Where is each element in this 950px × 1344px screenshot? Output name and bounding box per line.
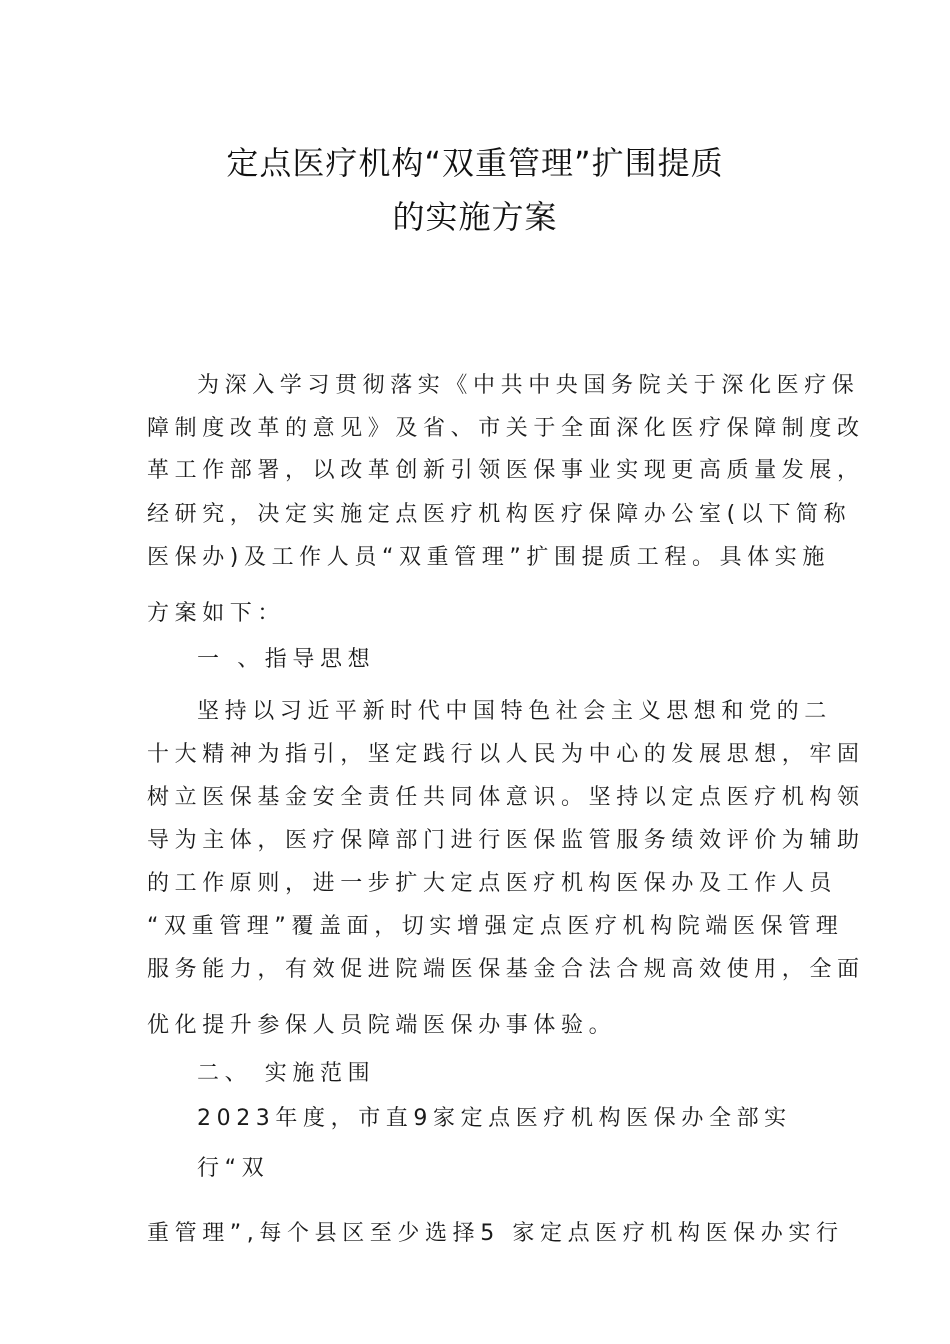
body-line-9: 十大精神为指引，坚定践行以人民为中心的发展思想，牢固 xyxy=(147,742,865,767)
document-title-line-2: 的实施方案 xyxy=(392,198,558,236)
body-line-18: 行“双 xyxy=(197,1156,270,1181)
body-line-2: 障制度改革的意见》及省、市关于全面深化医疗保障制度改 xyxy=(147,416,865,441)
body-line-12: 的工作原则，进一步扩大定点医疗机构医保办及工作人员 xyxy=(147,871,838,896)
body-line-5: 医保办)及工作人员“双重管理”扩围提质工程。具体实施 xyxy=(147,545,830,570)
body-line-14: 服务能力，有效促进院端医保基金合法合规高效使用，全面 xyxy=(147,957,865,982)
body-line-11: 导为主体，医疗保障部门进行医保监管服务绩效评价为辅助 xyxy=(147,828,865,853)
body-line-19: 重管理”,每个县区至少选择5 家定点医疗机构医保办实行 xyxy=(147,1221,844,1246)
body-line-4: 经研究，决定实施定点医疗机构医疗保障办公室(以下简称 xyxy=(147,502,852,527)
section-heading-2: 二、 实施范围 xyxy=(197,1061,376,1086)
body-line-1: 为深入学习贯彻落实《中共中央国务院关于深化医疗保 xyxy=(197,373,860,398)
body-line-17: 2023年度，市直9家定点医疗机构医保办全部实 xyxy=(197,1106,792,1131)
body-line-15: 优化提升参保人员院端医保办事体验。 xyxy=(147,1013,617,1038)
document-title-line-1: 定点医疗机构“双重管理”扩围提质 xyxy=(226,144,724,182)
body-line-13: “双重管理”覆盖面，切实增强定点医疗机构院端医保管理 xyxy=(147,914,844,939)
body-line-3: 革工作部署，以改革创新引领医保事业实现更高质量发展， xyxy=(147,458,865,483)
body-line-6: 方案如下： xyxy=(147,601,286,626)
body-line-8: 坚持以习近平新时代中国特色社会主义思想和党的二 xyxy=(197,699,832,724)
body-line-10: 树立医保基金安全责任共同体意识。坚持以定点医疗机构领 xyxy=(147,785,865,810)
section-heading-1: 一 、指导思想 xyxy=(197,647,376,672)
